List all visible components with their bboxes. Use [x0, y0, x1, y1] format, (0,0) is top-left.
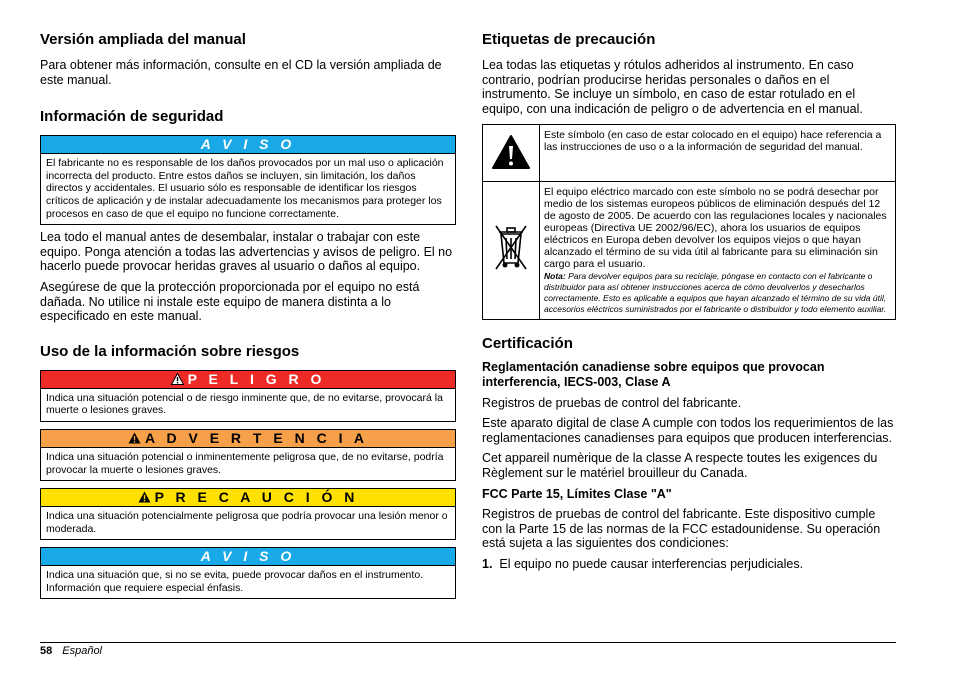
notice-aviso-text: El fabricante no es responsable de los daños provocados por un mal uso o aplicación incorrecta del producto. Entre estos daños se incluyen, sin limitación, los daños directos y accidentales. El usuario sólo es responsable de identificar los riesgos críticos de aplicación y de instalar adecuadamente los mecanismos para proteger los procesos en caso de que el equipo no funcione correctamente. — [46, 157, 444, 220]
footer-rule — [40, 642, 896, 643]
symbol-cell-weee-text — [540, 182, 896, 320]
left-column — [40, 30, 456, 599]
notice-aviso-box — [40, 135, 456, 225]
symbol-row-weee — [483, 182, 896, 320]
paragraph-etiquetas: Lea todas las etiquetas y rótulos adheridos al instrumento. En caso contrario, podrían producirse heridas personales o daños en el instrumento. Se incluye un símbolo, en caso de estar rotulado en el equipo, con una indicación de peligro o de advertencia en el manual. — [482, 58, 863, 116]
list-item-1 — [482, 557, 896, 572]
heading-uso-informacion-riesgos: Uso de la información sobre riesgos — [40, 342, 300, 360]
heading-certificacion: Certificación — [482, 335, 573, 353]
crossed-bin-icon — [491, 221, 531, 277]
paragraph-version-ampliada: Para obtener más información, consulte en el CD la versión ampliada de este manual. — [40, 58, 442, 87]
note-label: Nota: — [544, 271, 566, 282]
hazard-precaucion-text: Indica una situación potencialmente peligrosa que podría provocar una lesión menor o moderada. — [46, 510, 448, 535]
notice-aviso-header: A V I S O — [41, 136, 455, 154]
hazard-peligro-text: Indica una situación potencial o de riesgo inminente que, de no evitarse, provocará la muerte o lesiones graves. — [46, 391, 443, 417]
hazard-peligro-label: P E L I G R O — [187, 370, 326, 387]
warning-triangle-icon — [128, 432, 141, 444]
subheading-reglamentacion-canadiense: Reglamentación canadiense sobre equipos que provocan interferencia, IECS-003, Clase A — [482, 360, 825, 389]
hazard-precaucion-header — [41, 489, 455, 507]
symbol-row-warning — [483, 125, 896, 182]
paragraph-cert-2: Este aparato digital de clase A cumple con todos los requerimientos de las reglamentaciones canadienses para equipos que producen interferencias. — [482, 416, 894, 445]
heading-version-ampliada: Versión ampliada del manual — [40, 31, 246, 48]
paragraph-cert-4: Registros de pruebas de control del fabricante. Este dispositivo cumple con la Parte 15 de las normas de la FCC estadounidense. Su operación está sujeta a las siguientes dos condiciones: — [482, 507, 881, 551]
paragraph-cert-1: Registros de pruebas de control del fabricante. — [482, 395, 742, 410]
paragraph-seguridad-2: Asegúrese de que la protección proporcionada por el equipo no está dañada. No utilice ni instale este equipo de manera distinta a lo especificado en este manual. — [40, 279, 420, 324]
paragraph-cert-3: Cet appareil numèrique de la classe A respecte toutes les exigences du Règlement sur le matériel brouilleur du Canada. — [482, 451, 878, 480]
symbol-cell-weee — [483, 182, 540, 320]
right-column — [482, 30, 896, 572]
list-item-number: 1. — [482, 556, 493, 571]
symbol-text-weee: El equipo eléctrico marcado con este símbolo no se podrá desechar por medio de los sistemas europeos públicos de eliminación después del 12 de agosto de 2005. De acuerdo con las regulaciones locales y nacionales europeas (Directiva UE 2002/96/EC), ahora los usuarios de equipos eléctricos en Europa deben devolver los equipos viejos o que hayan alcanzado el término de su vida útil al fabricante para su eliminación sin cargo para el usuario. — [544, 186, 887, 271]
symbol-note-weee — [544, 271, 891, 315]
symbol-text-warning: Este símbolo (en caso de estar colocado en el equipo) hace referencia a las instrucciones de uso o a la información de seguridad del manual. — [540, 125, 896, 182]
warning-triangle-icon — [138, 491, 151, 503]
footer-language: Español — [62, 645, 103, 657]
note-text: Para devolver equipos para su reciclaje, póngase en contacto con el fabricante o distribuidor para así obtener instrucciones acerca de cómo devolverlos y desecharlos correctamente. Esto es aplicable a equipos que hayan alcanzado el término de su vida útil, accesorios eléctricos suministrados por el fabricante o distribuidor y todo elemento auxiliar. — [544, 271, 887, 315]
subheading-fcc: FCC Parte 15, Límites Clase "A" — [482, 486, 672, 501]
hazard-peligro-header — [41, 371, 455, 389]
hazard-advertencia-box — [40, 429, 456, 481]
heading-etiquetas-precaucion: Etiquetas de precaución — [482, 31, 656, 48]
heading-informacion-seguridad: Información de seguridad — [40, 108, 224, 126]
list-item-text: El equipo no puede causar interferencias perjudiciales. — [499, 556, 804, 571]
symbol-cell-warning — [483, 125, 540, 182]
symbol-table — [482, 124, 896, 320]
warning-triangle-icon — [171, 373, 184, 385]
hazard-precaucion-box — [40, 488, 456, 540]
notice-aviso-2-text: Indica una situación que, si no se evita, puede provocar daños en el instrumento. Información que requiere especial énfasis. — [46, 569, 424, 594]
hazard-advertencia-text: Indica una situación potencial o inminentemente peligrosa que, de no evitarse, podría provocar la muerte o lesiones graves. — [46, 450, 444, 476]
paragraph-seguridad-1: Lea todo el manual antes de desembalar, instalar o trabajar con este equipo. Ponga atención a todas las advertencias y avisos de peligro. El no hacerlo puede provocar heridas graves al usuario o daños al equipo. — [40, 230, 453, 274]
hazard-advertencia-header — [41, 430, 455, 448]
page-footer — [40, 645, 102, 657]
hazard-peligro-box — [40, 370, 456, 422]
page-number: 58 — [40, 645, 53, 657]
notice-aviso-2-header: A V I S O — [41, 548, 455, 566]
warning-triangle-icon — [491, 134, 531, 170]
hazard-precaucion-label: P R E C A U C I Ó N — [154, 489, 359, 506]
hazard-advertencia-label: A D V E R T E N C I A — [145, 429, 368, 446]
notice-aviso-2-box — [40, 547, 456, 599]
